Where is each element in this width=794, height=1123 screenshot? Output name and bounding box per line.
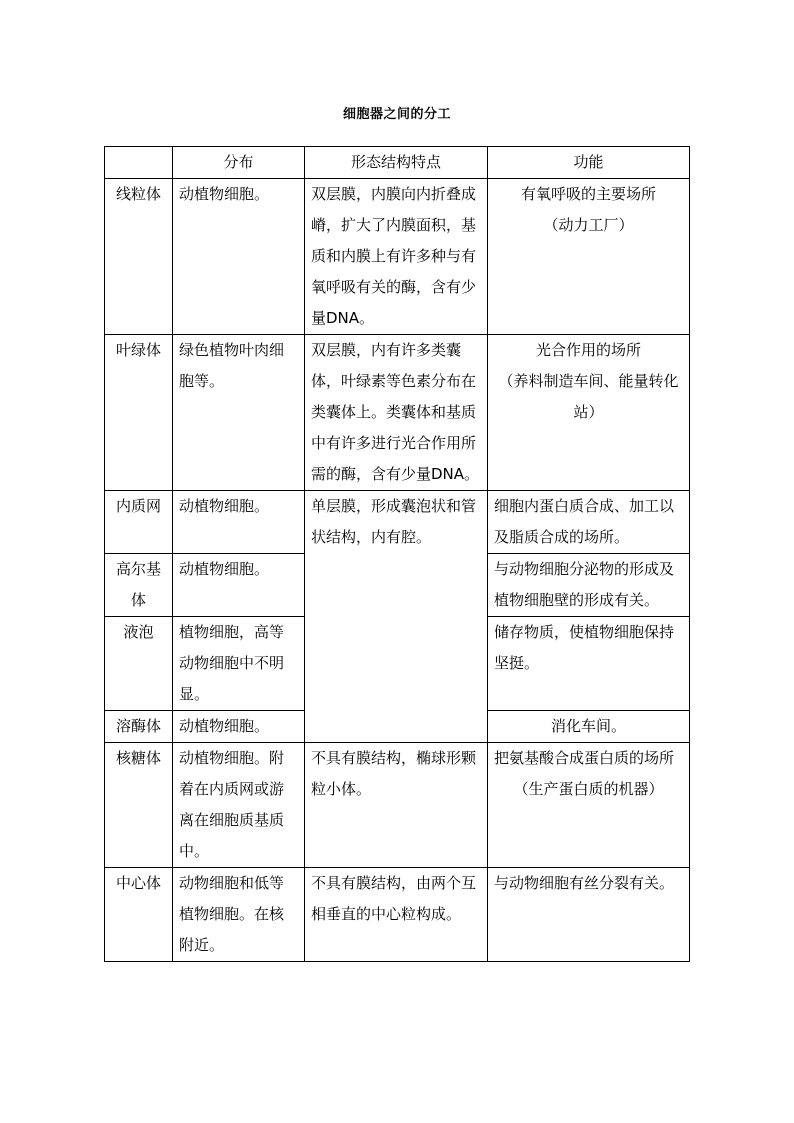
- row-function: [488, 335, 690, 491]
- row-morphology: 双层膜，内膜向内折叠成嵴，扩大了内膜面积，基质和内膜上有许多种与有氧呼吸有关的酶，含有少量DNA。: [305, 179, 488, 335]
- row-name: 液泡: [105, 617, 173, 711]
- shared-morphology: 单层膜，形成囊泡状和管状结构，内有腔。: [305, 491, 488, 743]
- table-row: [105, 335, 690, 491]
- function-line: （养料制造车间、能量转化站）: [498, 372, 679, 421]
- row-name: 溶酶体: [105, 711, 173, 743]
- function-line: 把氨基酸合成蛋白质的场所: [494, 749, 675, 767]
- header-distribution: 分布: [173, 147, 305, 179]
- row-distribution: 动植物细胞。: [173, 711, 305, 743]
- header-function: 功能: [488, 147, 690, 179]
- function-line: 光合作用的场所: [535, 341, 641, 359]
- table-row: [105, 743, 690, 868]
- row-distribution: 动植物细胞。: [173, 554, 305, 617]
- table-row: [105, 491, 690, 554]
- page-title: 细胞器之间的分工: [342, 107, 451, 122]
- row-function: 与动物细胞分泌物的形成及植物细胞壁的形成有关。: [488, 554, 690, 617]
- row-distribution: 动植物细胞。: [173, 179, 305, 335]
- row-function: 储存物质，使植物细胞保持坚挺。: [488, 617, 690, 711]
- header-blank: [105, 147, 173, 179]
- header-morphology: 形态结构特点: [305, 147, 488, 179]
- row-morphology: 不具有膜结构，椭球形颗粒小体。: [305, 743, 488, 868]
- table-row: [105, 179, 690, 335]
- function-line: （生产蛋白质的机器）: [513, 780, 664, 798]
- row-distribution: 动植物细胞。附着在内质网或游离在细胞质基质中。: [173, 743, 305, 868]
- row-name: 线粒体: [105, 179, 173, 335]
- table-row: [105, 868, 690, 962]
- table-header-row: [105, 147, 690, 179]
- function-line: 有氧呼吸的主要场所: [520, 185, 656, 203]
- row-distribution: 植物细胞，高等动物细胞中不明显。: [173, 617, 305, 711]
- row-function: [488, 743, 690, 868]
- row-distribution: 绿色植物叶肉细胞等。: [173, 335, 305, 491]
- organelle-table: [104, 146, 690, 962]
- row-distribution: 动植物细胞。: [173, 491, 305, 554]
- row-morphology: 不具有膜结构，由两个互相垂直的中心粒构成。: [305, 868, 488, 962]
- row-name: 高尔基体: [105, 554, 173, 617]
- row-morphology: 双层膜，内有许多类囊体，叶绿素等色素分布在类囊体上。类囊体和基质中有许多进行光合作用所需的酶，含有少量DNA。: [305, 335, 488, 491]
- row-function: 细胞内蛋白质合成、加工以及脂质合成的场所。: [488, 491, 690, 554]
- row-function: 与动物细胞有丝分裂有关。: [488, 868, 690, 962]
- function-line: （动力工厂）: [543, 216, 634, 234]
- row-function: [488, 179, 690, 335]
- row-name: 叶绿体: [105, 335, 173, 491]
- row-name: 中心体: [105, 868, 173, 962]
- row-name: 核糖体: [105, 743, 173, 868]
- row-name: 内质网: [105, 491, 173, 554]
- row-function: 消化车间。: [488, 711, 690, 743]
- row-distribution: 动物细胞和低等植物细胞。在核附近。: [173, 868, 305, 962]
